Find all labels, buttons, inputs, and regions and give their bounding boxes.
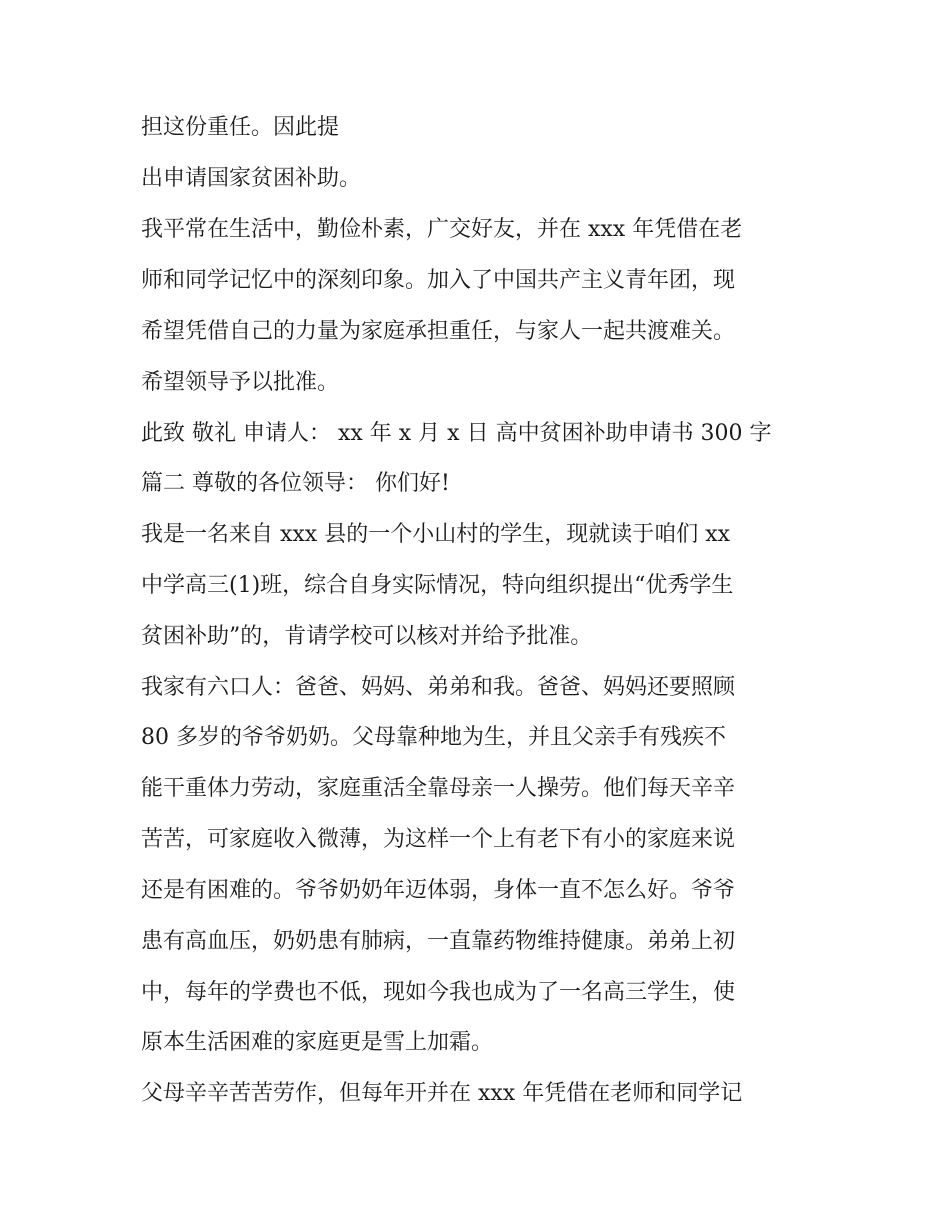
- text-line: 还是有困难的。爷爷奶奶年迈体弱，身体一直不怎么好。爷爷: [141, 878, 736, 903]
- text-line: 担这份重任。因此提: [141, 115, 340, 140]
- text-line: 此致 敬礼 申请人： xx 年 x 月 x 日 高中贫困补助申请书 300 字: [141, 421, 772, 446]
- text-line: 希望领导予以批准。: [141, 370, 340, 395]
- text-line: 我是一名来自 xxx 县的一个小山村的学生，现就读于咱们 xx: [141, 522, 731, 547]
- text-line: 希望凭借自己的力量为家庭承担重任，与家人一起共渡难关。: [141, 319, 736, 344]
- text-line: 苦苦，可家庭收入微薄，为这样一个上有老下有小的家庭来说: [141, 827, 736, 852]
- text-line: 中，每年的学费也不低，现如今我也成为了一名高三学生，使: [141, 980, 736, 1005]
- text-line: 患有高血压，奶奶患有肺病，一直靠药物维持健康。弟弟上初: [141, 929, 736, 954]
- text-line: 父母辛辛苦苦劳作，但每年开并在 xxx 年凭借在老师和同学记: [141, 1081, 743, 1106]
- text-line: 能干重体力劳动，家庭重活全靠母亲一人操劳。他们每天辛辛: [141, 776, 736, 801]
- text-line: 出申请国家贫困补助。: [141, 166, 362, 191]
- text-line: 80 多岁的爷爷奶奶。父母靠种地为生，并且父亲手有残疾不: [141, 725, 726, 750]
- text-line: 贫困补助”的，肯请学校可以核对并给予批准。: [141, 624, 593, 649]
- text-line: 原本生活困难的家庭更是雪上加霜。: [141, 1030, 494, 1055]
- text-line: 师和同学记忆中的深刻印象。加入了中国共产主义青年团，现: [141, 268, 736, 293]
- text-line: 我家有六口人：爸爸、妈妈、弟弟和我。爸爸、妈妈还要照顾: [141, 675, 736, 700]
- text-line: 我平常在生活中，勤俭朴素，广交好友，并在 xxx 年凭借在老: [141, 217, 743, 242]
- text-line: 篇二 尊敬的各位领导： 你们好!: [141, 471, 450, 496]
- text-line: 中学高三(1)班，综合自身实际情况，特向组织提出“优秀学生: [141, 573, 734, 598]
